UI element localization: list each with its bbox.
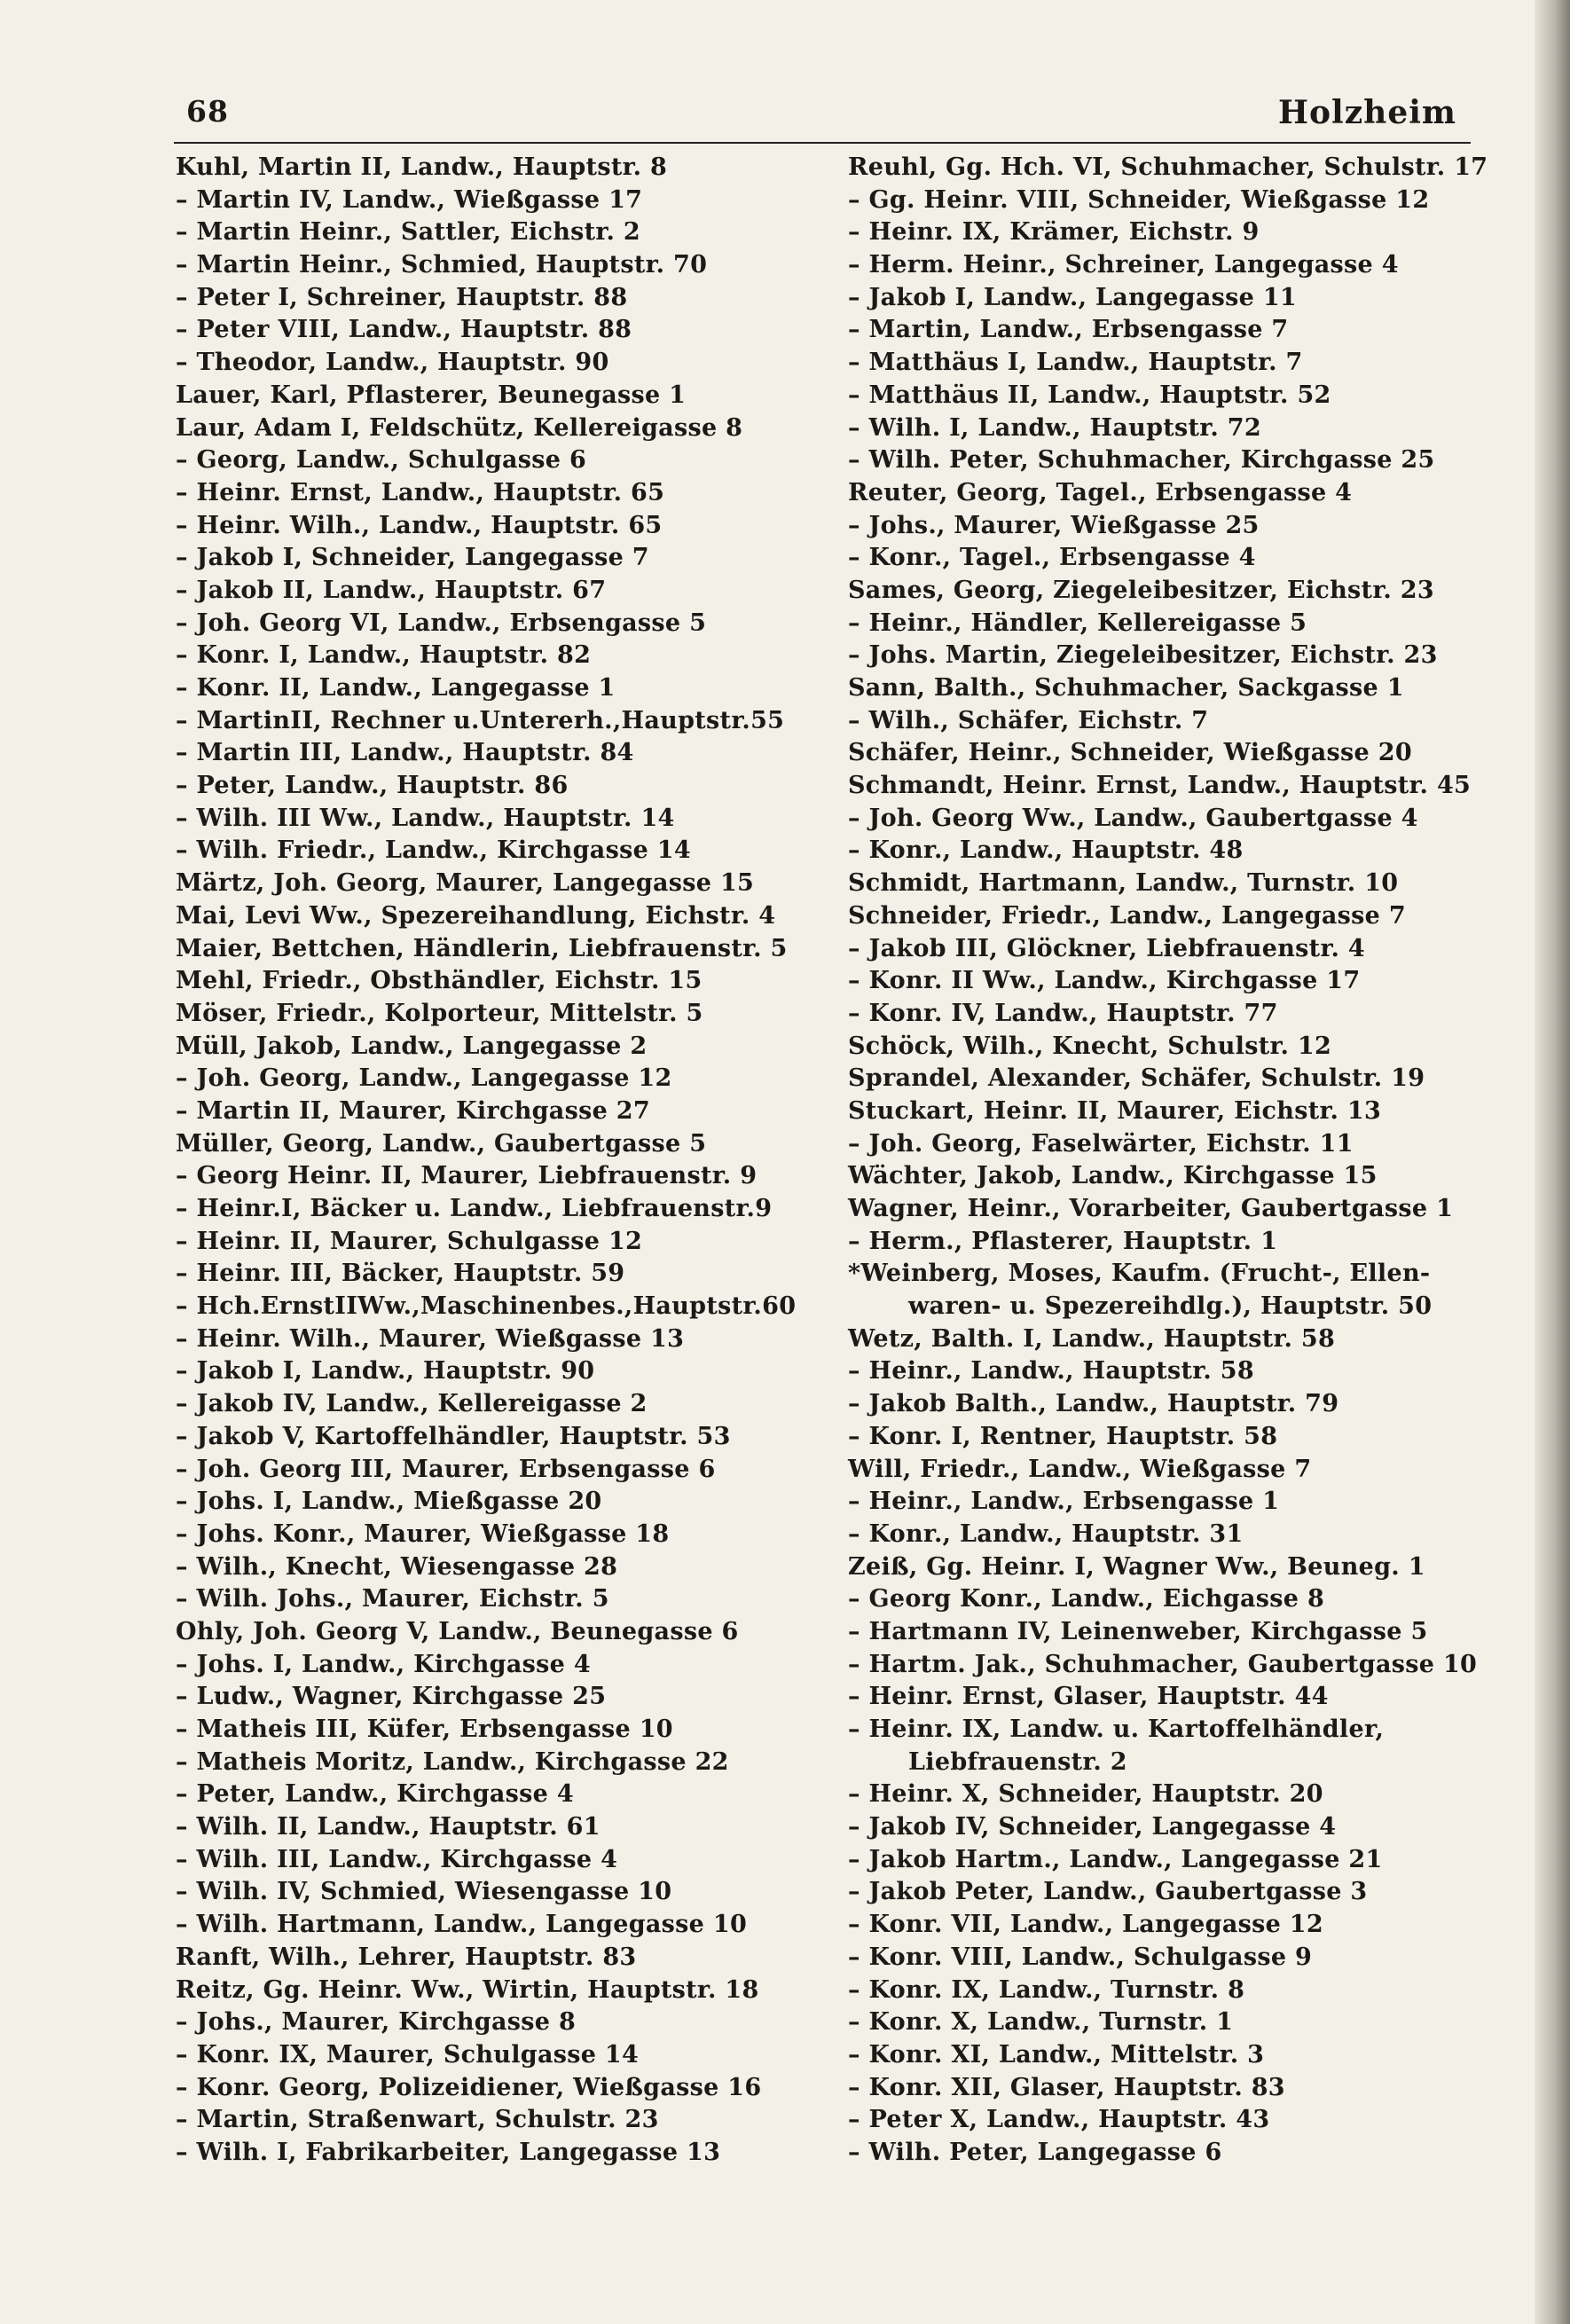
directory-entry: Laur, Adam I, Feldschütz, Kellereigasse 8 [176, 413, 743, 442]
directory-entry: – Konr., Landw., Hauptstr. 48 [848, 836, 1244, 865]
directory-entry: – Jakob Peter, Landw., Gaubertgasse 3 [848, 1878, 1368, 1906]
directory-entry: Reuhl, Gg. Hch. VI, Schuhmacher, Schulstr. 17 [848, 153, 1488, 181]
directory-entry: – Wilh. Peter, Schuhmacher, Kirchgasse 25 [848, 446, 1435, 475]
directory-entry: waren- u. Spezereihdlg.), Hauptstr. 50 [908, 1292, 1433, 1321]
directory-entry: – Wilh. Friedr., Landw., Kirchgasse 14 [176, 836, 691, 865]
directory-entry: – Konr. II, Landw., Langegasse 1 [176, 674, 616, 702]
directory-entry: Kuhl, Martin II, Landw., Hauptstr. 8 [176, 153, 668, 181]
directory-entry: – Heinr. III, Bäcker, Hauptstr. 59 [176, 1260, 625, 1288]
directory-entry: – Heinr., Landw., Erbsengasse 1 [848, 1488, 1280, 1516]
directory-entry: *Weinberg, Moses, Kaufm. (Frucht-, Ellen- [848, 1260, 1431, 1288]
directory-entry: – Heinr. Ernst, Glaser, Hauptstr. 44 [848, 1683, 1329, 1711]
directory-entry: – Hartm. Jak., Schuhmacher, Gaubertgasse 10 [848, 1650, 1478, 1678]
directory-entry: – MartinII, Rechner u.Untererh.,Hauptstr.55 [176, 706, 785, 734]
directory-entry: Maier, Bettchen, Händlerin, Liebfrauenstr. 5 [176, 934, 788, 962]
directory-entry: Sames, Georg, Ziegeleibesitzer, Eichstr. 23 [848, 576, 1434, 604]
directory-entry: – Heinr.I, Bäcker u. Landw., Liebfrauenstr.9 [176, 1195, 773, 1222]
directory-entry: – Konr. X, Landw., Turnstr. 1 [848, 2008, 1234, 2037]
directory-entry: – Wilh. I, Landw., Hauptstr. 72 [848, 413, 1261, 442]
directory-entry: – Martin Heinr., Sattler, Eichstr. 2 [176, 218, 640, 247]
directory-entry: – Johs., Maurer, Kirchgasse 8 [176, 2008, 577, 2037]
directory-entry: – Joh. Georg, Landw., Langegasse 12 [176, 1064, 672, 1093]
directory-entry: Schneider, Friedr., Landw., Langegasse 7 [848, 901, 1406, 930]
directory-entry: – Johs. Konr., Maurer, Wießgasse 18 [176, 1519, 670, 1548]
directory-entry: – Joh. Georg VI, Landw., Erbsengasse 5 [176, 608, 707, 637]
directory-entry: Sprandel, Alexander, Schäfer, Schulstr. 19 [848, 1064, 1425, 1093]
directory-entry: – Konr. IX, Maurer, Schulgasse 14 [176, 2040, 640, 2069]
directory-column-right [848, 152, 1510, 2170]
directory-entry: – Wilh. III Ww., Landw., Hauptstr. 14 [176, 804, 675, 832]
directory-entry: – Wilh. II, Landw., Hauptstr. 61 [176, 1813, 601, 1841]
directory-entry: – Wilh. Peter, Langegasse 6 [848, 2138, 1222, 2166]
directory-entry: – Matthäus I, Landw., Hauptstr. 7 [848, 349, 1303, 377]
directory-entry: – Heinr., Landw., Hauptstr. 58 [848, 1357, 1254, 1386]
directory-entry: – Wilh., Schäfer, Eichstr. 7 [848, 706, 1209, 734]
directory-entry: Ohly, Joh. Georg V, Landw., Beunegasse 6 [176, 1617, 739, 1645]
directory-entry: Ranft, Wilh., Lehrer, Hauptstr. 83 [176, 1943, 637, 1971]
directory-entry: – Matheis III, Küfer, Erbsengasse 10 [176, 1716, 673, 1743]
directory-entry: Mehl, Friedr., Obsthändler, Eichstr. 15 [176, 967, 703, 995]
directory-entry: – Jakob V, Kartoffelhändler, Hauptstr. 53 [176, 1422, 731, 1450]
directory-entry: – Joh. Georg Ww., Landw., Gaubertgasse 4 [848, 804, 1418, 832]
directory-entry: – Matthäus II, Landw., Hauptstr. 52 [848, 381, 1331, 409]
directory-entry: Schäfer, Heinr., Schneider, Wießgasse 20 [848, 739, 1412, 767]
directory-entry: – Georg, Landw., Schulgasse 6 [176, 446, 587, 475]
directory-entry: – Konr. VII, Landw., Langegasse 12 [848, 1911, 1323, 1939]
directory-entry: Sann, Balth., Schuhmacher, Sackgasse 1 [848, 674, 1404, 702]
directory-entry: – Wilh. I, Fabrikarbeiter, Langegasse 13 [176, 2138, 721, 2166]
directory-entry: – Martin IV, Landw., Wießgasse 17 [176, 185, 643, 214]
directory-entry: – Jakob IV, Schneider, Langegasse 4 [848, 1813, 1337, 1841]
directory-entry: – Konr., Landw., Hauptstr. 31 [848, 1519, 1244, 1548]
directory-entry: – Jakob Hartm., Landw., Langegasse 21 [848, 1845, 1383, 1873]
directory-entry: Schmandt, Heinr. Ernst, Landw., Hauptstr. 45 [848, 772, 1472, 800]
directory-entry: – Heinr. IX, Landw. u. Kartoffelhändler, [848, 1716, 1385, 1743]
directory-entry: Wetz, Balth. I, Landw., Hauptstr. 58 [848, 1324, 1336, 1353]
directory-entry: Wächter, Jakob, Landw., Kirchgasse 15 [848, 1162, 1378, 1190]
directory-entry: – Konr. IX, Landw., Turnstr. 8 [848, 1975, 1245, 2004]
directory-entry: – Johs. Martin, Ziegeleibesitzer, Eichstr. 23 [848, 641, 1438, 670]
page-header [174, 89, 1471, 144]
directory-entry: Reitz, Gg. Heinr. Ww., Wirtin, Hauptstr. 18 [176, 1975, 759, 2004]
page-number: 68 [186, 94, 229, 129]
page-title: Holzheim [1278, 94, 1456, 131]
directory-entry: – Heinr. Ernst, Landw., Hauptstr. 65 [176, 478, 665, 506]
page-edge-shadow [1535, 0, 1570, 2324]
directory-entry: Schmidt, Hartmann, Landw., Turnstr. 10 [848, 869, 1399, 898]
directory-entry: – Jakob I, Landw., Hauptstr. 90 [176, 1357, 595, 1386]
directory-column-left [176, 152, 837, 2170]
directory-entry: – Heinr. IX, Krämer, Eichstr. 9 [848, 218, 1260, 247]
directory-entry: – Hch.ErnstIIWw.,Maschinenbes.,Hauptstr.60 [176, 1292, 797, 1321]
directory-entry: – Martin, Straßenwart, Schulstr. 23 [176, 2106, 659, 2134]
directory-entry: – Jakob III, Glöckner, Liebfrauenstr. 4 [848, 934, 1365, 962]
directory-entry: Wagner, Heinr., Vorarbeiter, Gaubertgasse 1 [848, 1195, 1454, 1222]
directory-entry: – Jakob IV, Landw., Kellereigasse 2 [176, 1390, 648, 1418]
directory-entry: – Konr. Georg, Polizeidiener, Wießgasse 16 [176, 2073, 762, 2101]
directory-entry: Müller, Georg, Landw., Gaubertgasse 5 [176, 1129, 707, 1158]
directory-entry: – Gg. Heinr. VIII, Schneider, Wießgasse 12 [848, 185, 1430, 214]
directory-entry: – Peter VIII, Landw., Hauptstr. 88 [176, 316, 632, 344]
directory-entry: – Konr. XI, Landw., Mittelstr. 3 [848, 2040, 1265, 2069]
directory-entry: – Joh. Georg III, Maurer, Erbsengasse 6 [176, 1455, 716, 1483]
directory-entry: – Peter I, Schreiner, Hauptstr. 88 [176, 283, 628, 311]
directory-entry: – Johs. I, Landw., Kirchgasse 4 [176, 1650, 591, 1678]
directory-entry: – Joh. Georg, Faselwärter, Eichstr. 11 [848, 1129, 1354, 1158]
directory-entry: Schöck, Wilh., Knecht, Schulstr. 12 [848, 1032, 1332, 1060]
directory-entry: Liebfrauenstr. 2 [908, 1747, 1127, 1776]
directory-entry: – Martin III, Landw., Hauptstr. 84 [176, 739, 634, 767]
directory-entry: – Konr., Tagel., Erbsengasse 4 [848, 544, 1256, 572]
directory-entry: – Wilh. Johs., Maurer, Eichstr. 5 [176, 1585, 609, 1613]
directory-entry: – Wilh. Hartmann, Landw., Langegasse 10 [176, 1911, 748, 1939]
directory-entry: Märtz, Joh. Georg, Maurer, Langegasse 15 [176, 869, 755, 898]
directory-entry: Lauer, Karl, Pflasterer, Beunegasse 1 [176, 381, 687, 409]
directory-entry: – Konr. XII, Glaser, Hauptstr. 83 [848, 2073, 1285, 2101]
directory-entry: – Peter, Landw., Kirchgasse 4 [176, 1780, 574, 1809]
directory-entry: – Heinr., Händler, Kellereigasse 5 [848, 608, 1307, 637]
directory-entry: – Herm. Heinr., Schreiner, Langegasse 4 [848, 251, 1399, 279]
directory-entry: – Wilh. III, Landw., Kirchgasse 4 [176, 1845, 618, 1873]
directory-entry: – Heinr. II, Maurer, Schulgasse 12 [176, 1227, 643, 1255]
directory-entry: – Martin Heinr., Schmied, Hauptstr. 70 [176, 251, 708, 279]
directory-entry: – Jakob I, Landw., Langegasse 11 [848, 283, 1298, 311]
directory-entry: Möser, Friedr., Kolporteur, Mittelstr. 5 [176, 999, 703, 1027]
directory-entry: – Jakob I, Schneider, Langegasse 7 [176, 544, 649, 572]
directory-entry: – Herm., Pflasterer, Hauptstr. 1 [848, 1227, 1278, 1255]
directory-entry: – Peter X, Landw., Hauptstr. 43 [848, 2106, 1270, 2134]
directory-entry: – Martin II, Maurer, Kirchgasse 27 [176, 1096, 650, 1125]
directory-entry: Mai, Levi Ww., Spezereihandlung, Eichstr. 4 [176, 901, 776, 930]
directory-entry: Müll, Jakob, Landw., Langegasse 2 [176, 1032, 648, 1060]
directory-entry: – Heinr. X, Schneider, Hauptstr. 20 [848, 1780, 1323, 1809]
directory-entry: – Konr. IV, Landw., Hauptstr. 77 [848, 999, 1278, 1027]
directory-entry: Stuckart, Heinr. II, Maurer, Eichstr. 13 [848, 1096, 1382, 1125]
directory-entry: Zeiß, Gg. Heinr. I, Wagner Ww., Beuneg. 1 [848, 1552, 1425, 1581]
directory-entry: – Johs., Maurer, Wießgasse 25 [848, 511, 1260, 539]
directory-entry: – Konr. I, Rentner, Hauptstr. 58 [848, 1422, 1278, 1450]
directory-entry: – Martin, Landw., Erbsengasse 7 [848, 316, 1289, 344]
directory-entry: – Konr. II Ww., Landw., Kirchgasse 17 [848, 967, 1361, 995]
directory-entry: – Jakob Balth., Landw., Hauptstr. 79 [848, 1390, 1339, 1418]
directory-entry: – Ludw., Wagner, Kirchgasse 25 [176, 1683, 607, 1711]
directory-entry: – Georg Konr., Landw., Eichgasse 8 [848, 1585, 1325, 1613]
directory-entry: – Johs. I, Landw., Mießgasse 20 [176, 1488, 602, 1516]
directory-entry: – Matheis Moritz, Landw., Kirchgasse 22 [176, 1747, 729, 1776]
directory-entry: – Heinr. Wilh., Maurer, Wießgasse 13 [176, 1324, 685, 1353]
directory-entry: – Heinr. Wilh., Landw., Hauptstr. 65 [176, 511, 663, 539]
directory-entry: Reuter, Georg, Tagel., Erbsengasse 4 [848, 478, 1353, 506]
directory-entry: – Jakob II, Landw., Hauptstr. 67 [176, 576, 607, 604]
directory-entry: – Hartmann IV, Leinenweber, Kirchgasse 5 [848, 1617, 1428, 1645]
directory-entry: – Konr. VIII, Landw., Schulgasse 9 [848, 1943, 1313, 1971]
directory-entry: – Georg Heinr. II, Maurer, Liebfrauenstr. 9 [176, 1162, 758, 1190]
directory-entry: – Konr. I, Landw., Hauptstr. 82 [176, 641, 592, 670]
directory-entry: – Wilh., Knecht, Wiesengasse 28 [176, 1552, 618, 1581]
directory-entry: Will, Friedr., Landw., Wießgasse 7 [848, 1455, 1312, 1483]
directory-entry: – Peter, Landw., Hauptstr. 86 [176, 772, 569, 800]
directory-entry: – Wilh. IV, Schmied, Wiesengasse 10 [176, 1878, 672, 1906]
directory-entry: – Theodor, Landw., Hauptstr. 90 [176, 349, 609, 377]
header-rule [174, 142, 1471, 144]
